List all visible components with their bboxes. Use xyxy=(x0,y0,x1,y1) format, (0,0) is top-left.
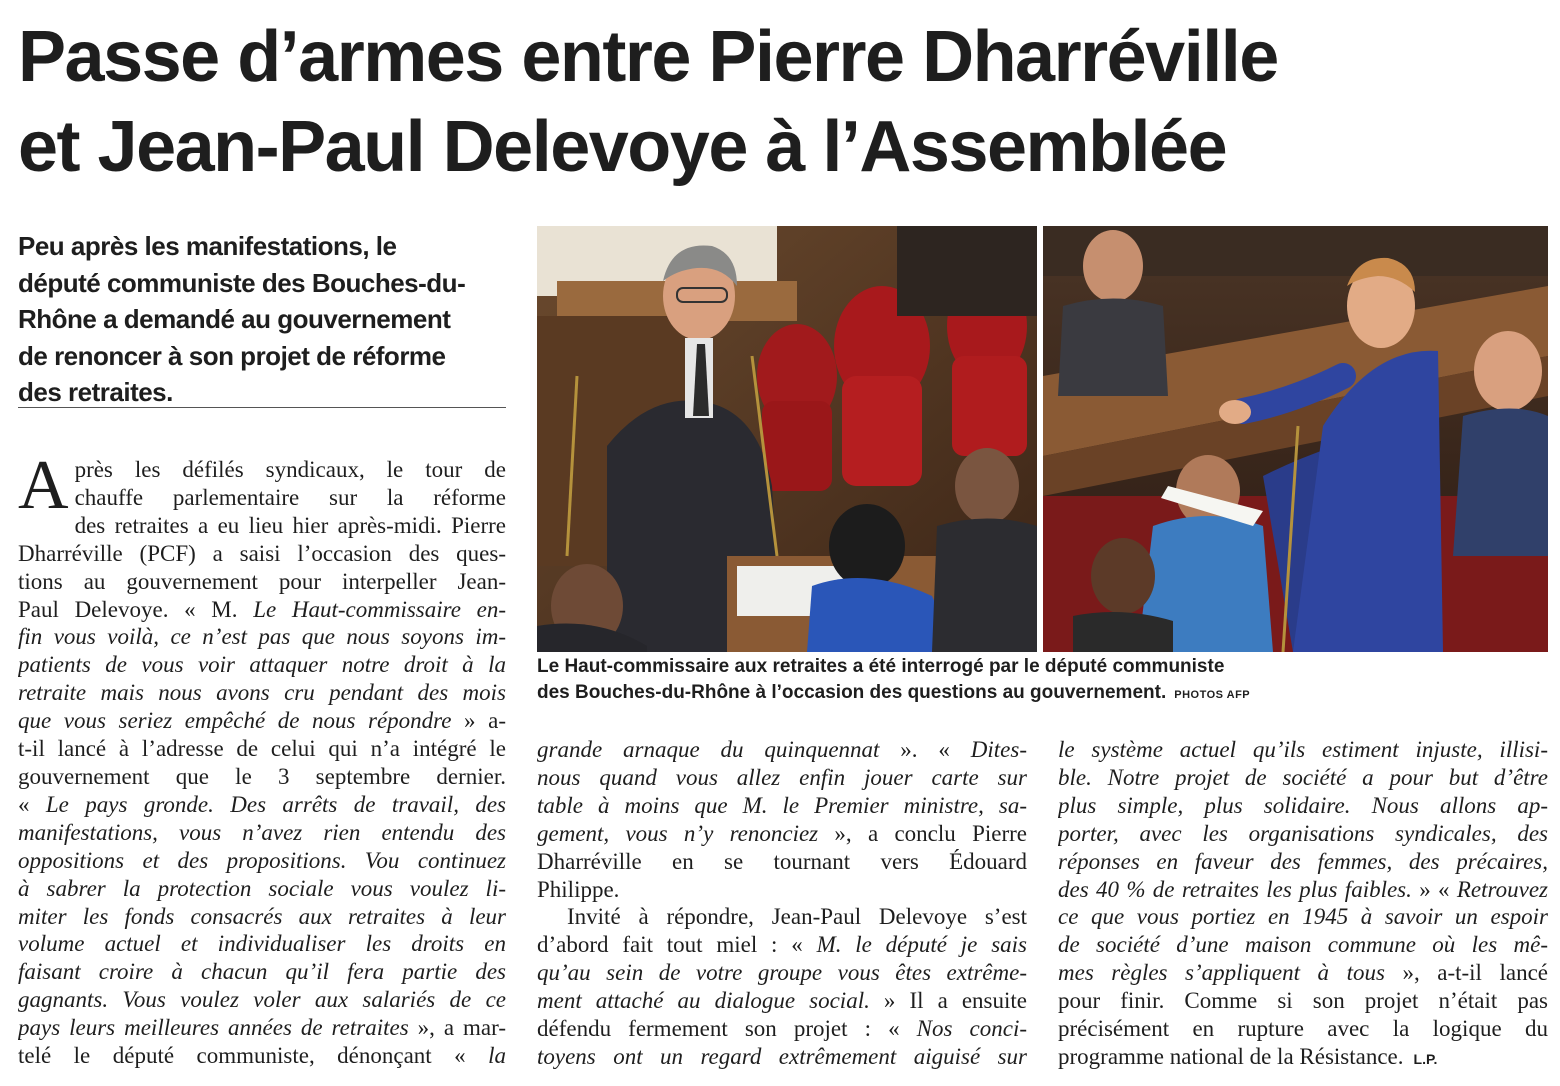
body-line xyxy=(18,986,506,1014)
quote-text: mes règles s’appliquent à tous xyxy=(1058,960,1385,986)
article-headline xyxy=(18,12,1548,192)
body-line xyxy=(18,958,506,986)
quote-text: patients de vous voir attaquer notre droit à la xyxy=(18,652,506,678)
body-line xyxy=(18,623,506,651)
body-line: t-il lancé à l’adresse de celui qui n’a intégré le xyxy=(18,736,506,762)
caption-line xyxy=(537,680,1548,708)
body-line xyxy=(18,651,506,679)
quote-text: grande arnaque du quinquennat xyxy=(537,737,880,762)
photo-dharreville-illustration xyxy=(1043,226,1548,652)
body-line: précisément en rupture avec la logique du xyxy=(1058,1016,1548,1042)
body-text: d’abord fait tout miel : « xyxy=(537,932,817,958)
quote-text: gement, vous n’y renonciez xyxy=(537,820,819,846)
article-lead xyxy=(18,228,508,411)
body-line xyxy=(18,819,506,847)
quote-text: Le pays gronde. Des arrêts de travail, des xyxy=(45,791,506,817)
quote-text: Dites- xyxy=(970,737,1027,762)
quote-text: toyens ont un regard extrêmement aiguisé sur xyxy=(537,1043,1027,1069)
body-line xyxy=(537,736,1027,764)
body-line xyxy=(18,903,506,931)
quote-text: que vous seriez empêché de nous répondre xyxy=(18,708,452,734)
body-line xyxy=(1058,959,1548,987)
photo-delevoye xyxy=(537,226,1037,652)
quote-text: Retrouvez xyxy=(1456,876,1548,902)
quote-text: ce que vous portiez en 1945 à savoir un espoir xyxy=(1058,904,1548,930)
quote-text: ble. Notre projet de société a pour but d’être xyxy=(1058,764,1548,790)
body-line xyxy=(537,764,1027,792)
lead-line: des retraites. xyxy=(18,377,173,407)
quote-text: M. le député je sais xyxy=(816,932,1027,958)
body-line: pour finir. Comme si son projet n’était pas xyxy=(1058,988,1548,1014)
body-text: programme national de la Résistance. xyxy=(1058,1043,1404,1069)
body-line: des retraites a eu lieu hier après-midi. Pierre xyxy=(74,512,506,538)
body-line xyxy=(18,847,506,875)
photo-delevoye-illustration xyxy=(537,226,1037,652)
body-line xyxy=(18,1014,506,1042)
lead-line: de renoncer à son projet de réforme xyxy=(18,340,446,371)
quote-text: Le Haut-commissaire en- xyxy=(253,596,506,622)
quote-text: retraite mais nous avons cru pendant des mois xyxy=(18,680,506,706)
body-line xyxy=(537,792,1027,820)
article-body-column-3 xyxy=(1058,736,1548,1074)
body-text: » a- xyxy=(451,708,506,734)
body-text: Paul Delevoye. « M. xyxy=(18,596,254,622)
headline-line: et Jean-Paul Delevoye à l’Assemblée xyxy=(18,107,1227,187)
body-line xyxy=(18,791,506,819)
body-line: Dharréville (PCF) a saisi l’occasion des ques- xyxy=(18,540,506,566)
body-line xyxy=(1058,820,1548,848)
quote-text: miter les fonds consacrés aux retraites à leur xyxy=(18,903,506,929)
quote-text: la xyxy=(488,1043,506,1069)
body-line xyxy=(1058,792,1548,820)
quote-text: plus simple, plus solidaire. Nous allons ap- xyxy=(1058,792,1548,818)
body-line xyxy=(18,1042,506,1070)
photo-caption xyxy=(537,654,1548,708)
body-line xyxy=(18,930,506,958)
body-line: près les défilés syndicaux, le tour de xyxy=(74,457,506,482)
quote-text: qu’au sein de votre groupe vous êtes extrême- xyxy=(537,960,1027,986)
quote-text: oppositions et des propositions. Vou continuez xyxy=(18,847,506,873)
body-text: telé le député communiste, dénonçant « xyxy=(18,1043,489,1069)
body-line xyxy=(1058,848,1548,876)
body-text: », a conclu Pierre xyxy=(818,820,1027,846)
body-line xyxy=(18,707,506,735)
body-line xyxy=(1058,764,1548,792)
lead-line: Peu après les manifestations, le xyxy=(18,231,397,261)
quote-text: à sabrer la protection sociale vous voulez li- xyxy=(18,875,506,901)
author-signature: L.P. xyxy=(1413,1050,1438,1067)
body-text: ». « xyxy=(879,737,971,762)
quote-text: fin vous voilà, ce n’est pas que nous soyons im- xyxy=(18,624,506,650)
body-line: Invité à répondre, Jean-Paul Delevoye s’est xyxy=(567,904,1027,930)
body-text: » Il a ensuite xyxy=(869,988,1027,1014)
quote-text: nous quand vous allez enfin jouer carte sur xyxy=(537,764,1027,790)
quote-text: pays leurs meilleures années de retraites xyxy=(18,1015,409,1041)
caption-text: des Bouches-du-Rhône à l’occasion des questions au gouvernement. xyxy=(537,682,1167,703)
quote-text: le système actuel qu’ils estiment injuste, illisi- xyxy=(1058,737,1548,762)
quote-text: faisant croire à chacun qu’il fera partie des xyxy=(18,959,506,985)
body-line xyxy=(1058,931,1548,959)
quote-text: porter, avec les organisations syndicales, des xyxy=(1058,820,1548,846)
body-line: Philippe. xyxy=(537,876,620,902)
headline-line: Passe d’armes entre Pierre Dharréville xyxy=(18,17,1278,97)
body-line xyxy=(537,1043,1027,1071)
body-line xyxy=(18,596,506,624)
body-line: Dharréville en se tournant vers Édouard xyxy=(537,848,1027,874)
body-line: chauffe parlementaire sur la réforme xyxy=(74,484,506,510)
body-line xyxy=(18,679,506,707)
quote-text: manifestations, vous n’avez rien entendu des xyxy=(18,819,506,845)
article-body-column-1 xyxy=(18,447,506,1070)
quote-text: gagnants. Vous voulez voler aux salariés de ce xyxy=(18,987,506,1013)
body-line: tions au gouvernement pour interpeller Jean- xyxy=(18,568,506,594)
quote-text: de société d’une maison commune où les mê- xyxy=(1058,932,1548,958)
photo-credit: PHOTOS AFP xyxy=(1174,689,1251,701)
article-body-column-2 xyxy=(537,736,1027,1071)
quote-text: des 40 % de retraites les plus faibles. xyxy=(1058,876,1412,902)
lead-divider xyxy=(18,407,506,408)
lead-line: Rhône a demandé au gouvernement xyxy=(18,304,451,334)
body-text: « xyxy=(18,791,46,817)
body-line xyxy=(537,820,1027,848)
body-text: » « xyxy=(1411,876,1457,902)
quote-text: volume actuel et individualiser les droits en xyxy=(18,931,506,957)
lead-line: député communiste des Bouches-du- xyxy=(18,267,466,298)
caption-line: Le Haut-commissaire aux retraites a été interrogé par le député communiste xyxy=(537,656,1225,677)
dropcap: A xyxy=(18,447,69,524)
quote-text: Nos conci- xyxy=(916,1016,1027,1042)
quote-text: table à moins que M. le Premier ministre, sa- xyxy=(537,792,1027,818)
body-line xyxy=(1058,1043,1548,1074)
body-line xyxy=(1058,903,1548,931)
body-line: gouvernement que le 3 septembre dernier. xyxy=(18,763,506,789)
body-line xyxy=(537,1015,1027,1043)
body-text: », a mar- xyxy=(408,1015,506,1041)
body-line xyxy=(537,987,1027,1015)
photo-dharreville xyxy=(1043,226,1548,652)
body-line xyxy=(1058,876,1548,904)
body-line xyxy=(18,875,506,903)
body-line xyxy=(537,931,1027,959)
body-line xyxy=(1058,736,1548,764)
body-line xyxy=(537,959,1027,987)
quote-text: réponses en faveur des femmes, des précaires, xyxy=(1058,848,1548,874)
body-text: », a-t-il lancé xyxy=(1384,960,1548,986)
quote-text: ment attaché au dialogue social. xyxy=(537,988,870,1014)
body-text: défendu fermement son projet : « xyxy=(537,1016,917,1042)
